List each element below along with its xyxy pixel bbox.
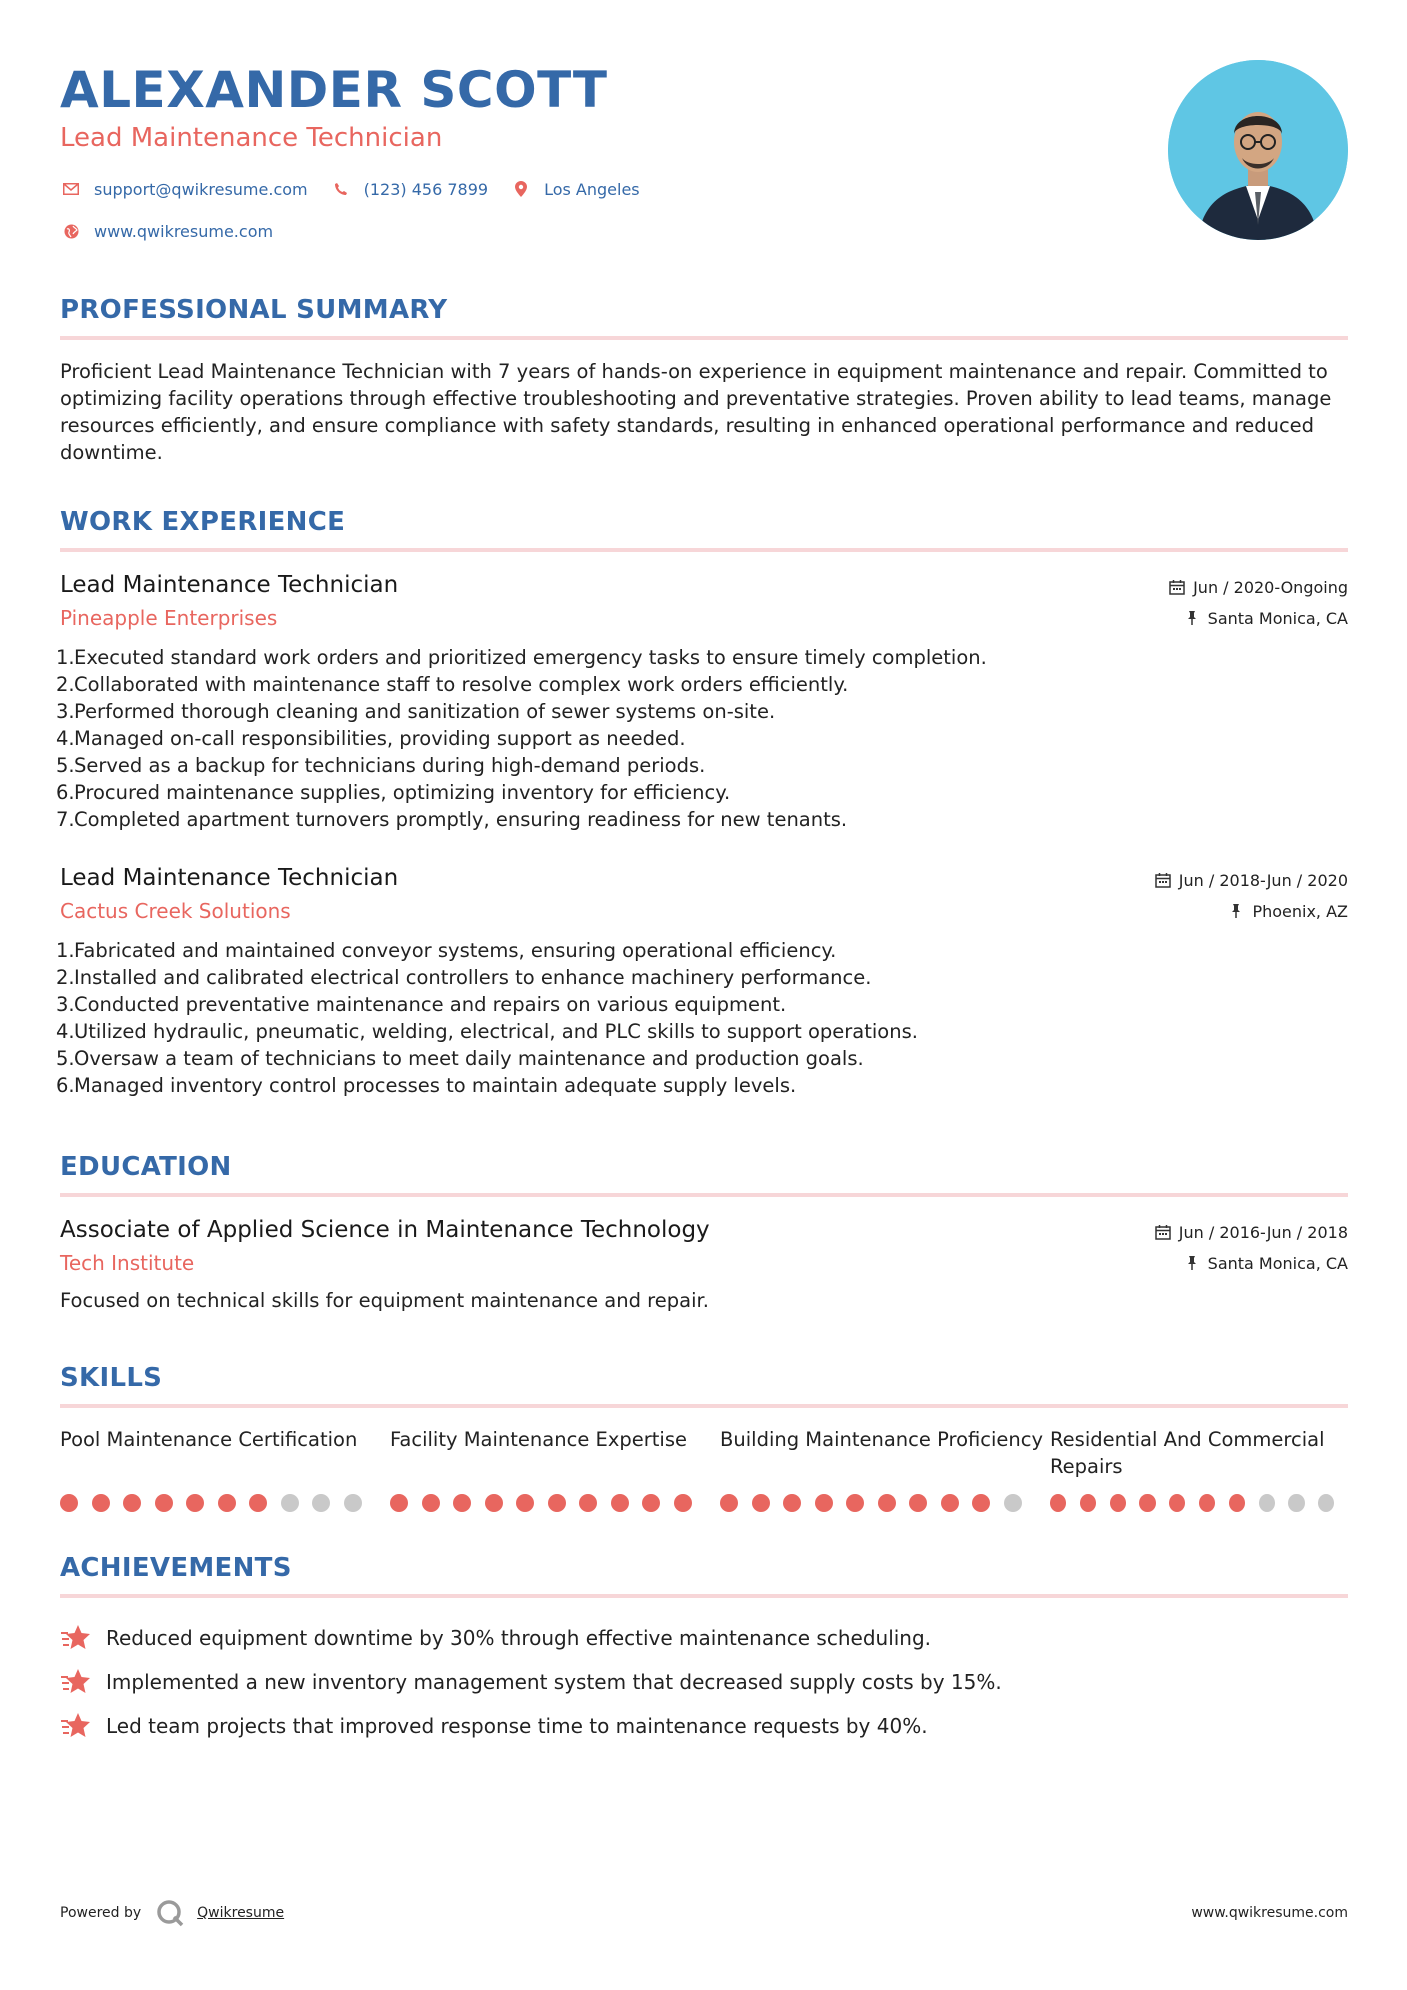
star-icon [60,1711,92,1741]
rating-dot-filled [92,1494,110,1512]
rating-dot-empty [312,1494,330,1512]
achievement-item [60,1616,1348,1660]
rating-dot-filled [155,1494,173,1512]
candidate-name: ALEXANDER SCOTT [60,61,608,119]
rating-dot-filled [516,1494,534,1512]
rating-dot-filled [878,1494,896,1512]
map-pin-icon [510,178,532,200]
rating-dot-filled [1110,1494,1126,1512]
job-title: Lead Maintenance Technician [60,572,399,598]
location-contact [510,178,640,200]
rating-dot-filled [611,1494,629,1512]
rating-dot-filled [548,1494,566,1512]
education-heading: EDUCATION [60,1151,1348,1197]
experience-section [56,506,1348,1099]
location-text: Los Angeles [544,179,640,199]
skill-name: Facility Maintenance Expertise [390,1428,687,1451]
rating-dot-empty [281,1494,299,1512]
email-contact[interactable] [60,178,308,200]
rating-dot-filled [485,1494,503,1512]
pushpin-icon [1228,903,1246,921]
education-dates: Jun / 2016-Jun / 2018 [1178,1223,1348,1242]
list-item: 1. Fabricated and maintained conveyor systems, ensuring operational efficiency. [56,939,837,962]
list-item: 5. Oversaw a team of technicians to meet daily maintenance and production goals. [56,1047,864,1070]
skill-name: Residential And Commercial Repairs [1050,1428,1325,1478]
rating-dot-filled [123,1494,141,1512]
rating-dot-filled [186,1494,204,1512]
rating-dot-empty [1318,1494,1334,1512]
education-section [60,1151,1348,1314]
job-meta [1155,865,1348,927]
list-item: 3. Conducted preventative maintenance and repairs on various equipment. [56,993,787,1016]
powered-by-label: Powered by [60,1905,142,1921]
rating-dot-filled [249,1494,267,1512]
rating-dot-filled [1229,1494,1245,1512]
job-title: Lead Maintenance Technician [60,865,399,891]
star-icon [60,1667,92,1697]
rating-dot-filled [972,1494,990,1512]
education-location: Santa Monica, CA [1207,1254,1348,1273]
rating-dot-filled [422,1494,440,1512]
experience-heading: WORK EXPERIENCE [60,506,1348,552]
achievements-heading: ACHIEVEMENTS [60,1552,1348,1598]
brand-link[interactable]: Qwikresume [197,1905,285,1921]
rating-dot-filled [1139,1494,1155,1512]
skill-name: Building Maintenance Proficiency [720,1428,1044,1451]
rating-dot-filled [1080,1494,1096,1512]
rating-dot-filled [1199,1494,1215,1512]
resume-content [56,60,1348,1748]
job-entry [56,570,1348,833]
education-description: Focused on technical skills for equipment maintenance and repair. [60,1289,709,1312]
achievement-item [60,1704,1348,1748]
summary-text: Proficient Lead Maintenance Technician with 7 years of hands-on experience in equipment maintenance and repair. Committed to optimizing facility operations through effective troubleshooting and preventative strategies. Proven ability to lead teams, manage resources efficiently, and ensure compliance with safety standards, resulting in enhanced operational performance and reduced downtime. [60,360,1332,464]
globe-icon [60,220,82,242]
rating-dot-filled [579,1494,597,1512]
rating-dot-filled [453,1494,471,1512]
pushpin-icon [1184,1255,1202,1273]
skill-rating [60,1494,390,1512]
skill-item [60,1426,390,1512]
list-item: 2. Installed and calibrated electrical controllers to enhance machinery performance. [56,966,872,989]
achievement-text: Reduced equipment downtime by 30% through effective maintenance scheduling. [106,1626,932,1650]
footer-website-link[interactable]: www.qwikresume.com [1191,1905,1348,1921]
rating-dot-filled [815,1494,833,1512]
rating-dot-empty [1004,1494,1022,1512]
rating-dot-filled [783,1494,801,1512]
qwikresume-logo-icon [155,1898,185,1928]
summary-heading: PROFESSIONAL SUMMARY [60,294,1348,340]
skill-rating [1050,1494,1348,1512]
list-item: 3. Performed thorough cleaning and sanitization of sewer systems on-site. [56,700,776,723]
job-entry [56,863,1348,1099]
job-bullets [56,644,1348,833]
education-meta [1155,1217,1348,1279]
candidate-role: Lead Maintenance Technician [60,123,443,153]
job-company: Pineapple Enterprises [60,606,278,630]
skills-list [60,1426,1348,1512]
skill-item [720,1426,1050,1512]
rating-dot-filled [909,1494,927,1512]
rating-dot-empty [344,1494,362,1512]
rating-dot-filled [752,1494,770,1512]
rating-dot-filled [60,1494,78,1512]
list-item: 1. Executed standard work orders and prioritized emergency tasks to ensure timely completion. [56,646,987,669]
summary-section [60,294,1348,466]
contact-info [60,168,1348,252]
rating-dot-filled [1169,1494,1185,1512]
job-dates: Jun / 2018-Jun / 2020 [1178,871,1348,890]
school-name: Tech Institute [60,1251,195,1275]
rating-dot-filled [642,1494,660,1512]
skills-heading: SKILLS [60,1362,1348,1408]
job-location: Santa Monica, CA [1207,609,1348,628]
pushpin-icon [1184,610,1202,628]
calendar-icon [1155,1224,1173,1242]
phone-contact[interactable] [330,178,488,200]
envelope-icon [60,178,82,200]
achievements-section [60,1552,1348,1748]
job-bullets [56,937,1348,1099]
degree-title: Associate of Applied Science in Maintenance Technology [60,1217,710,1243]
list-item: 2. Collaborated with maintenance staff to resolve complex work orders efficiently. [56,673,849,696]
list-item: 6. Procured maintenance supplies, optimizing inventory for efficiency. [56,781,731,804]
calendar-icon [1155,872,1173,890]
rating-dot-filled [218,1494,236,1512]
rating-dot-filled [720,1494,738,1512]
list-item: 7. Completed apartment turnovers promptly, ensuring readiness for new tenants. [56,808,848,831]
rating-dot-empty [1288,1494,1304,1512]
website-text: www.qwikresume.com [94,221,274,241]
job-location: Phoenix, AZ [1252,902,1348,921]
achievement-item [60,1660,1348,1704]
rating-dot-filled [846,1494,864,1512]
achievement-text: Led team projects that improved response time to maintenance requests by 40%. [106,1714,928,1738]
rating-dot-filled [1050,1494,1066,1512]
skill-item [1050,1426,1348,1512]
job-meta [1169,572,1348,634]
list-item: 5. Served as a backup for technicians during high-demand periods. [56,754,706,777]
phone-text: (123) 456 7899 [363,179,489,199]
rating-dot-empty [1259,1494,1275,1512]
website-contact[interactable] [60,220,273,242]
job-company: Cactus Creek Solutions [60,899,291,923]
rating-dot-filled [941,1494,959,1512]
skill-rating [390,1494,720,1512]
calendar-icon [1169,579,1187,597]
phone-icon [330,178,352,200]
star-icon [60,1623,92,1653]
skill-name: Pool Maintenance Certification [60,1428,358,1451]
achievement-text: Implemented a new inventory management system that decreased supply costs by 15%. [106,1670,1002,1694]
footer [60,1898,1348,1928]
list-item: 4. Managed on-call responsibilities, providing support as needed. [56,727,686,750]
job-dates: Jun / 2020-Ongoing [1193,578,1348,597]
list-item: 6. Managed inventory control processes to maintain adequate supply levels. [56,1074,797,1097]
skills-section [60,1362,1348,1512]
achievements-list [60,1616,1348,1748]
rating-dot-filled [390,1494,408,1512]
list-item: 4. Utilized hydraulic, pneumatic, welding, electrical, and PLC skills to support operations. [56,1020,918,1043]
rating-dot-filled [674,1494,692,1512]
skill-rating [720,1494,1050,1512]
email-text: support@qwikresume.com [94,179,308,199]
skill-item [390,1426,720,1512]
education-entry [60,1215,1348,1314]
